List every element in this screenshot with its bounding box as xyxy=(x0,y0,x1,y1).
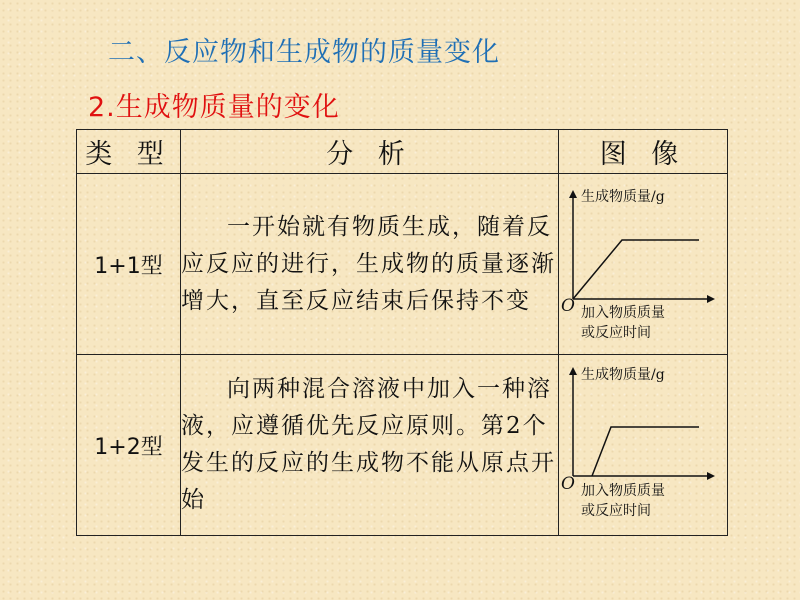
section-subheading: 2.生成物质量的变化 xyxy=(88,92,340,123)
row-type: 1+2型 xyxy=(77,355,181,536)
row-graph xyxy=(559,355,728,536)
header-graph: 图 像 xyxy=(559,130,728,174)
product-mass-table xyxy=(76,129,728,536)
table-row xyxy=(77,355,728,536)
graph-1-plus-2 xyxy=(559,355,728,536)
row-analysis xyxy=(181,355,559,536)
row-analysis xyxy=(181,174,559,355)
graph-x-label-line1: 加入物质质量 xyxy=(581,483,665,499)
header-type: 类 型 xyxy=(77,130,181,174)
graph-origin: O xyxy=(561,474,575,494)
table-header-row xyxy=(77,130,728,174)
product-mass-curve xyxy=(592,427,699,476)
header-analysis: 分 析 xyxy=(181,130,559,174)
graph-x-label-line2: 或反应时间 xyxy=(581,503,651,519)
page-heading: 二、反应物和生成物的质量变化 xyxy=(108,37,500,68)
graph-x-label-line1: 加入物质质量 xyxy=(581,305,665,321)
graph-y-label: 生成物质量/g xyxy=(581,189,665,205)
table-row xyxy=(77,174,728,355)
graph-x-label-line2: 或反应时间 xyxy=(581,325,651,341)
analysis-text: 向两种混合溶液中加入一种溶液，应遵循优先反应原则。第2个发生的反应的生成物不能从原点开始 xyxy=(181,376,556,513)
row-type: 1+1型 xyxy=(77,174,181,355)
row-graph xyxy=(559,174,728,355)
product-mass-curve xyxy=(573,240,699,299)
graph-1-plus-1 xyxy=(559,174,728,355)
graph-y-label: 生成物质量/g xyxy=(581,367,665,383)
analysis-text: 一开始就有物质生成，随着反应反应的进行，生成物的质量逐渐增大，直至反应结束后保持不变 xyxy=(181,213,556,314)
graph-origin: O xyxy=(561,296,575,316)
